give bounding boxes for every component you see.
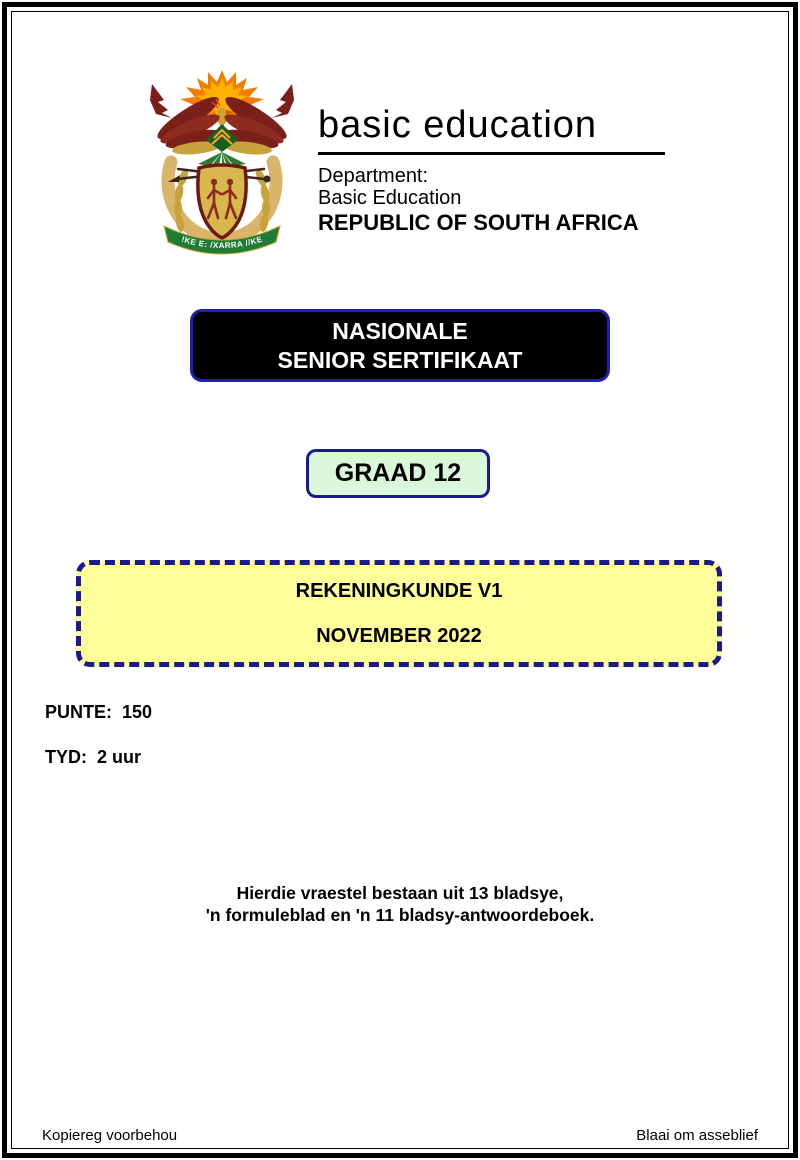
grade-badge <box>306 449 490 498</box>
brand-divider <box>318 152 665 155</box>
motto-text: !KE E: /XARRA //KE <box>180 234 264 251</box>
paper-note-line2: 'n formuleblad en 'n 11 bladsy-antwoordeboek. <box>205 905 595 925</box>
coat-of-arms-logo <box>148 66 296 258</box>
country-label: REPUBLIC OF SOUTH AFRICA <box>318 209 639 235</box>
page-footer <box>42 1127 758 1144</box>
certificate-banner-line2: SENIOR SERTIFIKAAT <box>277 346 523 373</box>
department-name: Basic Education <box>318 186 462 209</box>
department-label: Department: <box>318 164 429 187</box>
certificate-banner <box>190 309 610 382</box>
certificate-banner-line1: NASIONALE <box>332 317 468 344</box>
exam-date: NOVEMBER 2022 <box>316 624 482 647</box>
turn-over-notice: Blaai om asseblief <box>636 1127 758 1144</box>
copyright-notice: Kopiereg voorbehou <box>42 1127 178 1144</box>
marks-line <box>45 702 152 723</box>
time-line <box>45 747 141 768</box>
shield-icon <box>198 165 246 238</box>
marks-label: PUNTE: <box>45 702 112 722</box>
subject-title: REKENINGKUNDE V1 <box>295 579 503 602</box>
grade-badge-label: GRAAD 12 <box>334 459 462 487</box>
department-brand <box>318 104 678 235</box>
paper-note <box>0 882 800 926</box>
paper-note-line1: Hierdie vraestel bestaan uit 13 bladsye, <box>236 883 564 903</box>
marks-value: 150 <box>122 702 153 722</box>
time-label: TYD: <box>45 747 87 767</box>
subject-banner <box>76 560 722 667</box>
time-value: 2 uur <box>97 747 142 767</box>
brand-title: basic education <box>318 104 598 146</box>
